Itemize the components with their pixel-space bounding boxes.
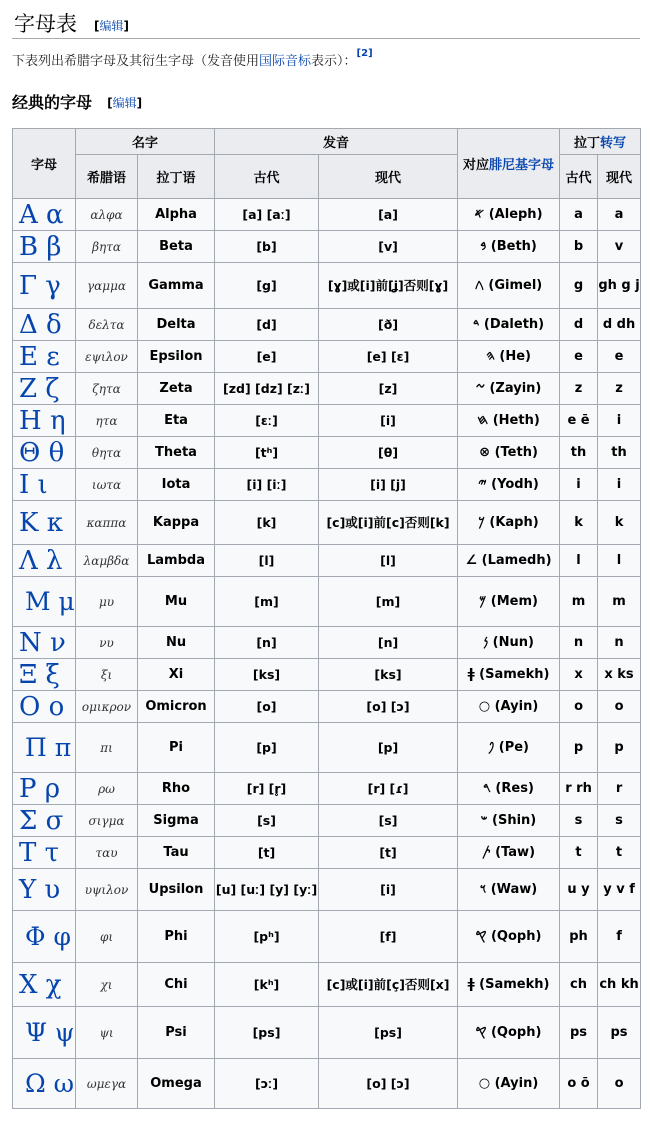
letter-cell: Σ σ xyxy=(13,805,76,837)
table-row xyxy=(13,963,641,1007)
section-heading xyxy=(12,6,640,39)
phoenician-letter-cell: 𐤆 (Zayin) xyxy=(458,373,560,405)
ancient-pronunciation-cell: [d] xyxy=(215,309,319,341)
transliteration-ancient-cell: t xyxy=(560,837,598,869)
letter-cell: Π π xyxy=(13,723,76,773)
letter-cell: Δ δ xyxy=(13,309,76,341)
phoenician-letter-cell: ∠ (Lamedh) xyxy=(458,545,560,577)
transliteration-modern-cell: i xyxy=(598,405,641,437)
letter-cell: Χ χ xyxy=(13,963,76,1007)
transliteration-ancient-cell: r rh xyxy=(560,773,598,805)
greek-name-cell: φι xyxy=(76,911,138,963)
intro-paragraph: 下表列出希腊字母及其衍生字母（发音使用国际音标表示）：[2] xyxy=(12,47,373,69)
greek-name-cell: εψιλον xyxy=(76,341,138,373)
section-edit: [编辑] xyxy=(94,19,129,33)
letter-cell: Ω ω xyxy=(13,1059,76,1109)
phoenician-letter-cell: 𐤕 (Taw) xyxy=(458,837,560,869)
greek-name-cell: μυ xyxy=(76,577,138,627)
modern-pronunciation-cell: [f] xyxy=(319,911,458,963)
transliteration-ancient-cell: ph xyxy=(560,911,598,963)
subsection-title: 经典的字母 xyxy=(12,93,93,112)
table-row xyxy=(13,437,641,469)
ancient-pronunciation-cell: [p] xyxy=(215,723,319,773)
phoenician-letter-cell: 𐤍 (Nun) xyxy=(458,627,560,659)
transliteration-link[interactable]: 转写 xyxy=(600,136,627,151)
letter-cell: Ξ ξ xyxy=(13,659,76,691)
transliteration-ancient-cell: th xyxy=(560,437,598,469)
table-row xyxy=(13,545,641,577)
table-row xyxy=(13,1059,641,1109)
transliteration-modern-cell: z xyxy=(598,373,641,405)
transliteration-modern-cell: th xyxy=(598,437,641,469)
modern-pronunciation-cell: [ɣ]或[i]前[ʝ]否则[ɣ] xyxy=(319,263,458,309)
transliteration-modern-cell: a xyxy=(598,199,641,231)
transliteration-modern-cell: gh g j xyxy=(598,263,641,309)
section-title: 字母表 xyxy=(14,12,77,36)
letter-cell: Β β xyxy=(13,231,76,263)
table-row xyxy=(13,627,641,659)
phoenician-letter-cell: ǂ (Samekh) xyxy=(458,963,560,1007)
greek-name-cell: ψι xyxy=(76,1007,138,1059)
letter-cell: Α α xyxy=(13,199,76,231)
greek-name-cell: δελτα xyxy=(76,309,138,341)
ancient-pronunciation-cell: [b] xyxy=(215,231,319,263)
letter-cell: Ψ ψ xyxy=(13,1007,76,1059)
greek-name-cell: λαμβδα xyxy=(76,545,138,577)
modern-pronunciation-cell: [o] [ɔ] xyxy=(319,691,458,723)
latin-name-cell: Delta xyxy=(138,309,215,341)
latin-name-cell: Iota xyxy=(138,469,215,501)
transliteration-modern-cell: e xyxy=(598,341,641,373)
ipa-link[interactable]: 国际音标 xyxy=(259,54,312,69)
table-row xyxy=(13,231,641,263)
greek-name-cell: ξι xyxy=(76,659,138,691)
table-row xyxy=(13,501,641,545)
ancient-pronunciation-cell: [g] xyxy=(215,263,319,309)
greek-name-cell: ιωτα xyxy=(76,469,138,501)
transliteration-modern-cell: d dh xyxy=(598,309,641,341)
greek-name-cell: υψιλον xyxy=(76,869,138,911)
letter-cell: Λ λ xyxy=(13,545,76,577)
latin-name-cell: Xi xyxy=(138,659,215,691)
letter-cell: Ρ ρ xyxy=(13,773,76,805)
latin-name-cell: Mu xyxy=(138,577,215,627)
greek-name-cell: ταυ xyxy=(76,837,138,869)
greek-name-cell: χι xyxy=(76,963,138,1007)
greek-name-cell: ομικρον xyxy=(76,691,138,723)
transliteration-modern-cell: f xyxy=(598,911,641,963)
ancient-pronunciation-cell: [a] [aː] xyxy=(215,199,319,231)
latin-name-cell: Tau xyxy=(138,837,215,869)
table-row xyxy=(13,373,641,405)
modern-pronunciation-cell: [n] xyxy=(319,627,458,659)
greek-name-cell: ζητα xyxy=(76,373,138,405)
letter-cell: Τ τ xyxy=(13,837,76,869)
modern-pronunciation-cell: [i] xyxy=(319,405,458,437)
latin-name-cell: Rho xyxy=(138,773,215,805)
header-latin: 拉丁语 xyxy=(138,155,215,199)
transliteration-ancient-cell: i xyxy=(560,469,598,501)
transliteration-modern-cell: n xyxy=(598,627,641,659)
latin-name-cell: Alpha xyxy=(138,199,215,231)
header-pronunciation: 发音 xyxy=(215,129,458,155)
greek-alphabet-table xyxy=(12,128,641,1109)
transliteration-modern-cell: k xyxy=(598,501,641,545)
table-row xyxy=(13,309,641,341)
ancient-pronunciation-cell: [e] xyxy=(215,341,319,373)
transliteration-ancient-cell: u y xyxy=(560,869,598,911)
table-row xyxy=(13,773,641,805)
greek-name-cell: γαμμα xyxy=(76,263,138,309)
ancient-pronunciation-cell: [t] xyxy=(215,837,319,869)
header-modern: 现代 xyxy=(319,155,458,199)
ancient-pronunciation-cell: [zd] [dz] [zː] xyxy=(215,373,319,405)
transliteration-modern-cell: l xyxy=(598,545,641,577)
greek-name-cell: ητα xyxy=(76,405,138,437)
latin-name-cell: Kappa xyxy=(138,501,215,545)
ancient-pronunciation-cell: [o] xyxy=(215,691,319,723)
transliteration-ancient-cell: d xyxy=(560,309,598,341)
phoenician-letter-cell: 𐤁 (Beth) xyxy=(458,231,560,263)
transliteration-ancient-cell: g xyxy=(560,263,598,309)
phoenician-letter-cell: 𐤌 (Mem) xyxy=(458,577,560,627)
latin-name-cell: Pi xyxy=(138,723,215,773)
table-row xyxy=(13,723,641,773)
ancient-pronunciation-cell: [tʰ] xyxy=(215,437,319,469)
ancient-pronunciation-cell: [ɔː] xyxy=(215,1059,319,1109)
modern-pronunciation-cell: [c]或[i]前[ç]否则[x] xyxy=(319,963,458,1007)
transliteration-modern-cell: i xyxy=(598,469,641,501)
letter-cell: Ε ε xyxy=(13,341,76,373)
phoenician-letter-cell: 𐤉 (Yodh) xyxy=(458,469,560,501)
greek-name-cell: αλφα xyxy=(76,199,138,231)
table-row xyxy=(13,691,641,723)
modern-pronunciation-cell: [l] xyxy=(319,545,458,577)
letter-cell: Κ κ xyxy=(13,501,76,545)
ancient-pronunciation-cell: [kʰ] xyxy=(215,963,319,1007)
transliteration-ancient-cell: m xyxy=(560,577,598,627)
ancient-pronunciation-cell: [pʰ] xyxy=(215,911,319,963)
ancient-pronunciation-cell: [i] [iː] xyxy=(215,469,319,501)
phoenician-letter-cell: ○ (Ayin) xyxy=(458,691,560,723)
table-row xyxy=(13,469,641,501)
latin-name-cell: Lambda xyxy=(138,545,215,577)
ancient-pronunciation-cell: [u] [uː] [y] [yː] xyxy=(215,869,319,911)
transliteration-ancient-cell: x xyxy=(560,659,598,691)
letter-cell: Μ μ xyxy=(13,577,76,627)
phoenician-letter-cell: 𐤒 (Qoph) xyxy=(458,1007,560,1059)
latin-name-cell: Upsilon xyxy=(138,869,215,911)
transliteration-modern-cell: t xyxy=(598,837,641,869)
transliteration-ancient-cell: ch xyxy=(560,963,598,1007)
latin-name-cell: Nu xyxy=(138,627,215,659)
reference-link[interactable]: [2] xyxy=(356,47,373,59)
phoenician-letter-cell: ǂ (Samekh) xyxy=(458,659,560,691)
transliteration-modern-cell: p xyxy=(598,723,641,773)
greek-name-cell: νυ xyxy=(76,627,138,659)
transliteration-modern-cell: s xyxy=(598,805,641,837)
latin-name-cell: Omicron xyxy=(138,691,215,723)
modern-pronunciation-cell: [ps] xyxy=(319,1007,458,1059)
modern-pronunciation-cell: [m] xyxy=(319,577,458,627)
ancient-pronunciation-cell: [m] xyxy=(215,577,319,627)
transliteration-modern-cell: v xyxy=(598,231,641,263)
ancient-pronunciation-cell: [l] xyxy=(215,545,319,577)
greek-name-cell: σιγμα xyxy=(76,805,138,837)
transliteration-ancient-cell: z xyxy=(560,373,598,405)
latin-name-cell: Eta xyxy=(138,405,215,437)
letter-cell: Ζ ζ xyxy=(13,373,76,405)
greek-name-cell: πι xyxy=(76,723,138,773)
table-row xyxy=(13,837,641,869)
latin-name-cell: Phi xyxy=(138,911,215,963)
greek-name-cell: θητα xyxy=(76,437,138,469)
transliteration-ancient-cell: k xyxy=(560,501,598,545)
transliteration-ancient-cell: a xyxy=(560,199,598,231)
letter-cell: Φ φ xyxy=(13,911,76,963)
header-ancient: 古代 xyxy=(215,155,319,199)
header-latin-transliteration: 拉丁转写 xyxy=(560,129,641,155)
table-row xyxy=(13,659,641,691)
greek-name-cell: βητα xyxy=(76,231,138,263)
phoenician-letter-cell: 𐤐 (Pe) xyxy=(458,723,560,773)
modern-pronunciation-cell: [p] xyxy=(319,723,458,773)
latin-name-cell: Zeta xyxy=(138,373,215,405)
modern-pronunciation-cell: [v] xyxy=(319,231,458,263)
table-row xyxy=(13,1007,641,1059)
phoenician-letter-cell: 𐤅 (Waw) xyxy=(458,869,560,911)
header-letter: 字母 xyxy=(13,129,76,199)
letter-cell: Γ γ xyxy=(13,263,76,309)
transliteration-ancient-cell: l xyxy=(560,545,598,577)
modern-pronunciation-cell: [i] [j] xyxy=(319,469,458,501)
modern-pronunciation-cell: [c]或[i]前[c]否则[k] xyxy=(319,501,458,545)
transliteration-modern-cell: o xyxy=(598,1059,641,1109)
greek-name-cell: ωμεγα xyxy=(76,1059,138,1109)
phoenician-letter-cell: 𐤃 (Daleth) xyxy=(458,309,560,341)
phoenician-letter-cell: 𐤇 (Heth) xyxy=(458,405,560,437)
phoenician-letter-cell: 𐤒 (Qoph) xyxy=(458,911,560,963)
table-row xyxy=(13,869,641,911)
ancient-pronunciation-cell: [r] [r̥] xyxy=(215,773,319,805)
modern-pronunciation-cell: [t] xyxy=(319,837,458,869)
transliteration-ancient-cell: e xyxy=(560,341,598,373)
phoenician-letter-cell: 𐤀 (Aleph) xyxy=(458,199,560,231)
phoenician-letter-cell: 𐤓 (Res) xyxy=(458,773,560,805)
transliteration-ancient-cell: o ō xyxy=(560,1059,598,1109)
table-row xyxy=(13,199,641,231)
greek-name-cell: καππα xyxy=(76,501,138,545)
transliteration-ancient-cell: n xyxy=(560,627,598,659)
ancient-pronunciation-cell: [s] xyxy=(215,805,319,837)
letter-cell: Υ υ xyxy=(13,869,76,911)
table-row xyxy=(13,911,641,963)
phoenician-letter-cell: 𐤔 (Shin) xyxy=(458,805,560,837)
phoenician-letter-cell: 𐤊 (Kaph) xyxy=(458,501,560,545)
modern-pronunciation-cell: [θ] xyxy=(319,437,458,469)
table-row xyxy=(13,405,641,437)
letter-cell: Η η xyxy=(13,405,76,437)
modern-pronunciation-cell: [a] xyxy=(319,199,458,231)
header-greek: 希腊语 xyxy=(76,155,138,199)
ancient-pronunciation-cell: [n] xyxy=(215,627,319,659)
phoenician-letter-cell: ⊗ (Teth) xyxy=(458,437,560,469)
ancient-pronunciation-cell: [k] xyxy=(215,501,319,545)
modern-pronunciation-cell: [z] xyxy=(319,373,458,405)
transliteration-ancient-cell: s xyxy=(560,805,598,837)
ancient-pronunciation-cell: [ɛː] xyxy=(215,405,319,437)
table-row xyxy=(13,577,641,627)
transliteration-modern-cell: m xyxy=(598,577,641,627)
header-name: 名字 xyxy=(76,129,215,155)
latin-name-cell: Omega xyxy=(138,1059,215,1109)
modern-pronunciation-cell: [ks] xyxy=(319,659,458,691)
table-row xyxy=(13,263,641,309)
subsection-edit: [编辑] xyxy=(107,96,143,110)
latin-name-cell: Beta xyxy=(138,231,215,263)
transliteration-modern-cell: ch kh xyxy=(598,963,641,1007)
letter-cell: Ν ν xyxy=(13,627,76,659)
modern-pronunciation-cell: [s] xyxy=(319,805,458,837)
phoenician-letter-cell: ○ (Ayin) xyxy=(458,1059,560,1109)
letter-cell: Θ θ xyxy=(13,437,76,469)
phoenician-letter-cell: 𐤄 (He) xyxy=(458,341,560,373)
transliteration-modern-cell: r xyxy=(598,773,641,805)
letter-cell: Ο ο xyxy=(13,691,76,723)
transliteration-ancient-cell: ps xyxy=(560,1007,598,1059)
transliteration-ancient-cell: p xyxy=(560,723,598,773)
transliteration-modern-cell: y v f xyxy=(598,869,641,911)
header-phoenician: 对应腓尼基字母 xyxy=(458,129,560,199)
phoenician-letter-cell: 𐤂 (Gimel) xyxy=(458,263,560,309)
modern-pronunciation-cell: [o] [ɔ] xyxy=(319,1059,458,1109)
ancient-pronunciation-cell: [ks] xyxy=(215,659,319,691)
header-trans-ancient: 古代 xyxy=(560,155,598,199)
latin-name-cell: Theta xyxy=(138,437,215,469)
modern-pronunciation-cell: [r] [ɾ] xyxy=(319,773,458,805)
modern-pronunciation-cell: [ð] xyxy=(319,309,458,341)
table-row xyxy=(13,341,641,373)
transliteration-ancient-cell: e ē xyxy=(560,405,598,437)
section-edit-link[interactable]: 编辑 xyxy=(99,19,124,33)
latin-name-cell: Gamma xyxy=(138,263,215,309)
table-row xyxy=(13,805,641,837)
transliteration-modern-cell: x ks xyxy=(598,659,641,691)
latin-name-cell: Sigma xyxy=(138,805,215,837)
header-trans-modern: 现代 xyxy=(598,155,641,199)
transliteration-modern-cell: ps xyxy=(598,1007,641,1059)
subsection-edit-link[interactable]: 编辑 xyxy=(112,96,137,110)
latin-name-cell: Psi xyxy=(138,1007,215,1059)
letter-cell: Ι ι xyxy=(13,469,76,501)
modern-pronunciation-cell: [i] xyxy=(319,869,458,911)
transliteration-modern-cell: o xyxy=(598,691,641,723)
modern-pronunciation-cell: [e] [ɛ] xyxy=(319,341,458,373)
greek-name-cell: ρω xyxy=(76,773,138,805)
phoenician-link[interactable]: 腓尼基字母 xyxy=(489,158,555,173)
latin-name-cell: Epsilon xyxy=(138,341,215,373)
latin-name-cell: Chi xyxy=(138,963,215,1007)
ancient-pronunciation-cell: [ps] xyxy=(215,1007,319,1059)
subsection-heading xyxy=(12,90,142,113)
transliteration-ancient-cell: o xyxy=(560,691,598,723)
transliteration-ancient-cell: b xyxy=(560,231,598,263)
